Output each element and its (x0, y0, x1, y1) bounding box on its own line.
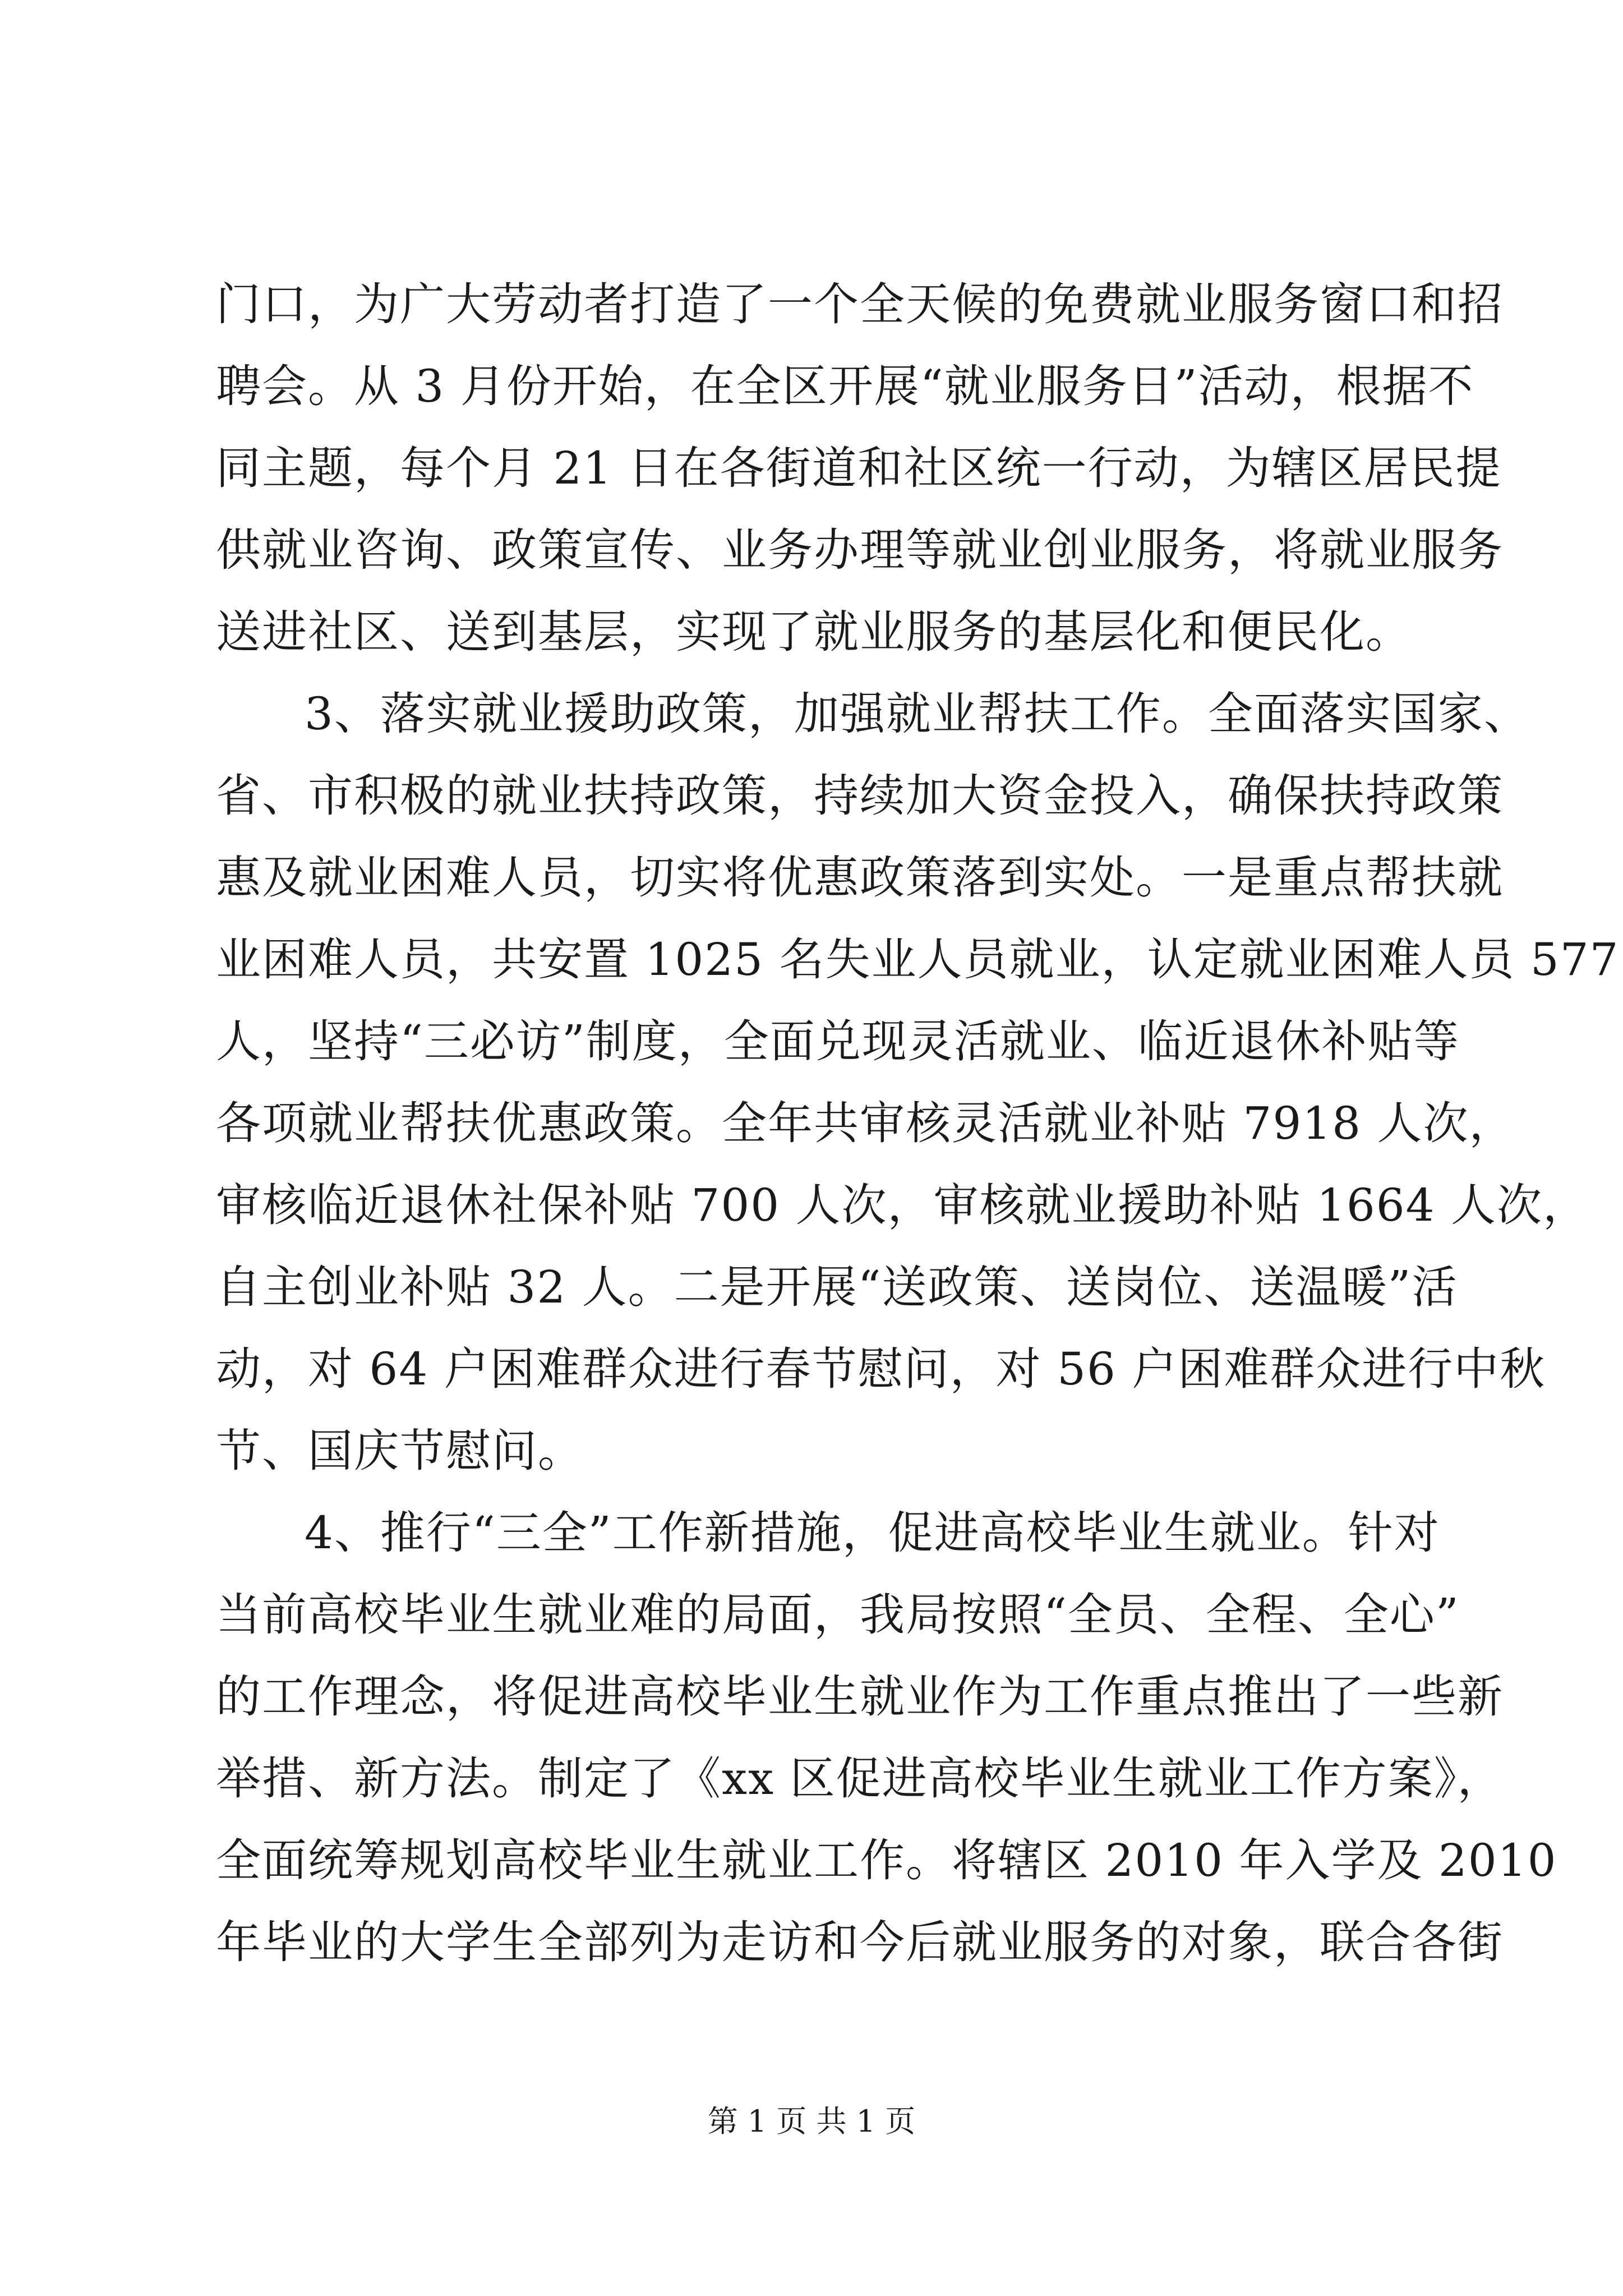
text-line: 全面统筹规划高校毕业生就业工作。将辖区 2010 年入学及 2010 (216, 1834, 1557, 1887)
document-body (216, 264, 1620, 1984)
text-line: 业困难人员，共安置 1025 名失业人员就业，认定就业困难人员 577 (216, 933, 1620, 986)
paragraph-4-first-line: 4、推行“三全”工作新措施，促进高校毕业生就业。针对 (305, 1507, 1440, 1559)
text-line: 送进社区、送到基层，实现了就业服务的基层化和便民化。 (216, 606, 1412, 658)
paragraph-3-first-line: 3、落实就业援助政策，加强就业帮扶工作。全面落实国家、 (305, 688, 1530, 740)
text-line: 年毕业的大学生全部列为走访和今后就业服务的对象，联合各街 (216, 1916, 1504, 1968)
text-line: 节、国庆节慰问。 (216, 1425, 584, 1477)
text-line: 惠及就业困难人员，切实将优惠政策落到实处。一是重点帮扶就 (216, 852, 1504, 904)
text-line: 同主题，每个月 21 日在各街道和社区统一行动，为辖区居民提 (216, 442, 1502, 494)
text-line: 自主创业补贴 32 人。二是开展“送政策、送岗位、送温暖”活 (216, 1261, 1458, 1313)
text-line: 动，对 64 户困难群众进行春节慰问，对 56 户困难群众进行中秋 (216, 1343, 1546, 1395)
page-number-footer: 第 1 页 共 1 页 (707, 2104, 916, 2139)
text-line: 省、市积极的就业扶持政策，持续加大资金投入，确保扶持政策 (216, 770, 1504, 822)
text-line: 供就业咨询、政策宣传、业务办理等就业创业服务，将就业服务 (216, 524, 1504, 576)
text-line: 举措、新方法。制定了《xx 区促进高校毕业生就业工作方案》， (216, 1752, 1504, 1805)
text-line: 的工作理念，将促进高校毕业生就业作为工作重点推出了一些新 (216, 1671, 1504, 1723)
text-line: 聘会。从 3 月份开始，在全区开展“就业服务日”活动，根据不 (216, 360, 1474, 412)
text-line: 各项就业帮扶优惠政策。全年共审核灵活就业补贴 7918 人次， (216, 1097, 1515, 1149)
text-line: 审核临近退休社保补贴 700 人次，审核就业援助补贴 1664 人次， (216, 1179, 1589, 1231)
text-line: 当前高校毕业生就业难的局面，我局按照“全员、全程、全心” (216, 1589, 1460, 1641)
text-line: 人，坚持“三必访”制度，全面兑现灵活就业、临近退休补贴等 (216, 1015, 1460, 1068)
text-line: 门口，为广大劳动者打造了一个全天候的免费就业服务窗口和招 (216, 278, 1504, 330)
